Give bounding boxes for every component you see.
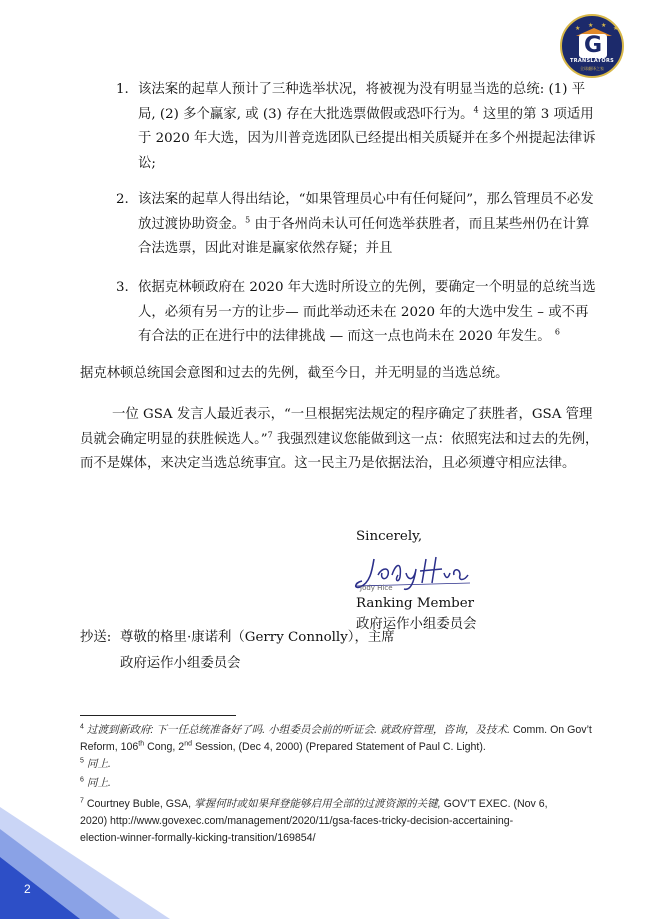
footnote-ref[interactable]: 6 xyxy=(554,327,561,337)
page-number: 2 xyxy=(24,882,31,896)
footnote-7: $^7$ Courtney Buble, GSA, 掌握何时或如果拜登能够启用全部的过渡资源的关键, GOV’T EXEC. (Nov 6, 2020) http://www.govexec.com/management/2020/11/gsa-faces-tricky-decision-accertaining- election-winner-formally-kicking-transition/169854/ xyxy=(80,796,600,847)
translators-logo xyxy=(560,14,624,78)
cc-recipient-committee: 政府运作小组委员会 xyxy=(120,656,241,671)
list-item-1 xyxy=(116,78,596,176)
cc-recipient: 尊敬的格里·康诺利（Gerry Connolly），主席 xyxy=(120,630,395,645)
footnote-link[interactable]: 2020) http://www.govexec.com/management/2020/11/gsa-faces-tricky-decision-accertaining- xyxy=(80,815,514,827)
footnote-ref[interactable]: 4 xyxy=(473,105,479,115)
list-item-2 xyxy=(116,188,596,262)
logo-brand-text: TRANSLATORS xyxy=(570,58,614,64)
logo-star-icon: ★ xyxy=(613,25,619,32)
closing-title: Ranking Member xyxy=(356,596,475,611)
list-text: 依据克林顿政府在 2020 年大选时所设立的先例，要确定一个明显的总统当选人，必须有另一方的让步— 而此举动还未在 2020 年的大选中发生 – 或不再有合法的正在进行中的法律挑战 — 而这一点也尚未在 2020 年发生。 $^6$ xyxy=(138,280,596,344)
footnote-5: $^5$ 同上. xyxy=(80,757,111,770)
list-number: 2. xyxy=(116,192,129,207)
page-corner-decoration xyxy=(0,807,170,919)
footnote-ref[interactable]: 7 xyxy=(267,430,273,440)
list-text: 该法案的起草人得出结论，“如果管理员心中有任何疑问”，那么管理员不必发放过渡协助资金。$^5$ 由于各州尚未认可任何选举获胜者，而且某些州仍在计算合法选票，因此对谁是赢家依然存疑；并且 xyxy=(138,192,594,256)
footnote-4: $^4$ 过渡到新政府: 下一任总统准备好了吗. 小组委员会前的听证会. 就政府管理，咨询，及技术. Comm. On Gov’t Reform, 106th Cong, 2nd Session, (Dec 4, 2000) (Prepared Statement of Paul C. Light). xyxy=(80,723,592,753)
list-number: 3. xyxy=(116,280,129,295)
logo-bottom-text: 全球翻译之家 xyxy=(580,66,604,71)
logo-star-icon: ★ xyxy=(588,22,594,29)
footnote-6: $^6$ 同上. xyxy=(80,776,111,789)
footnote-link-continued[interactable]: election-winner-formally-kicking-transition/169854/ xyxy=(80,832,316,844)
list-text: 该法案的起草人预计了三种选举状况，将被视为没有明显当选的总统: (1) 平局, (2) 多个赢家, 或 (3) 存在大批选票做假或恐吓行为。$^4$ 这里的第 3 项适用于 2020 年大选，因为川普竞选团队已经提出相关质疑并在多个州提起法律诉讼; xyxy=(138,82,596,171)
logo-letter: G xyxy=(579,34,607,58)
paragraph-gsa: 一位 GSA 发言人最近表示，“一旦根据宪法规定的程序确定了获胜者，GSA 管理员就会确定明显的获胜候选人。”$^7$ 我强烈建议您能做到这一点：依照宪法和过去的先例，而不是媒体，来决定当选总统事宜。这一民主乃是依据法治，且必须遵守相应法律。 xyxy=(80,407,599,471)
signature-printed-name: Jody Hice xyxy=(360,584,393,592)
paragraph-conclusion: 据克林顿总统国会意图和过去的先例，截至今日，并无明显的当选总统。 xyxy=(80,366,509,381)
closing-sincerely: Sincerely, xyxy=(356,529,423,544)
logo-star-icon: ★ xyxy=(601,22,607,29)
list-item-3 xyxy=(116,276,596,350)
footnote-ref[interactable]: 5 xyxy=(245,215,251,225)
footnote-divider xyxy=(80,715,236,716)
logo-star-icon: ★ xyxy=(575,25,581,32)
closing-committee: 政府运作小组委员会 xyxy=(356,617,477,632)
cc-label: 抄送: xyxy=(80,630,112,645)
list-number: 1. xyxy=(116,82,129,97)
